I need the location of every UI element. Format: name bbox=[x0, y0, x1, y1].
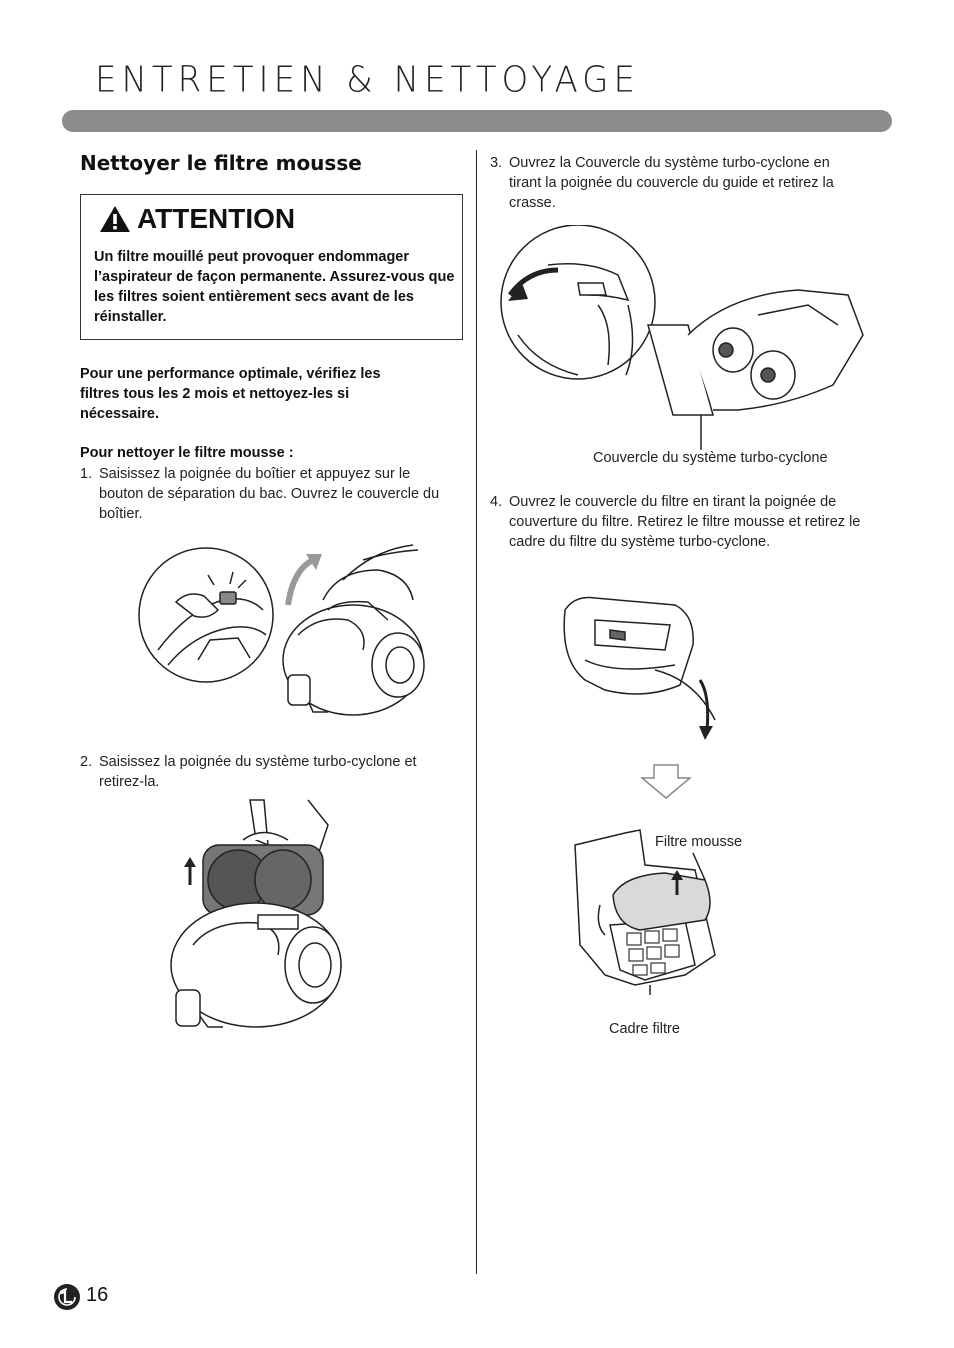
attention-box bbox=[80, 194, 463, 340]
page-number: 16 bbox=[86, 1284, 109, 1306]
step-2 bbox=[80, 752, 465, 792]
warning-triangle-icon bbox=[99, 205, 131, 233]
step-1 bbox=[80, 464, 455, 524]
performance-note: Pour une performance optimale, vérifiez les filtres tous les 2 mois et nettoyez-les si nécessaire. bbox=[80, 366, 381, 422]
step-number: 3. bbox=[490, 155, 503, 171]
step-text: Ouvrez le couvercle du filtre en tirant la poignée de couverture du filtre. Retirez le filtre mousse et retirez le cadre du filtre du système turbo-cyclone. bbox=[509, 494, 861, 550]
step-text: Ouvrez la Couvercle du système turbo-cyclone en tirant la poignée du couvercle du guide et retirez la crasse. bbox=[509, 155, 834, 211]
foam-filter-caption: Filtre mousse bbox=[655, 834, 743, 850]
step-4 bbox=[490, 492, 870, 552]
step-text: Saisissez la poignée du boîtier et appuyez sur le bouton de séparation du bac. Ouvrez le couvercle du boîtier. bbox=[99, 466, 440, 522]
step-3 bbox=[490, 153, 865, 213]
step-text: Saisissez la poignée du système turbo-cyclone et retirez-la. bbox=[99, 754, 417, 790]
filter-frame-caption: Cadre filtre bbox=[609, 1021, 680, 1037]
howto-heading: Pour nettoyer le filtre mousse : bbox=[80, 445, 294, 461]
lg-logo-icon bbox=[53, 1283, 81, 1311]
down-arrow-icon bbox=[640, 764, 692, 800]
column-divider bbox=[476, 150, 477, 1274]
title-bar bbox=[62, 110, 892, 132]
section-heading: Nettoyer le filtre mousse bbox=[80, 151, 362, 175]
attention-label: ATTENTION bbox=[137, 203, 296, 234]
remove-cyclone-illustration bbox=[168, 795, 358, 1035]
page-title: ENTRETIEN & NETTOYAGE bbox=[95, 59, 641, 101]
open-filter-cover-illustration bbox=[555, 590, 725, 745]
step-number: 1. bbox=[80, 466, 93, 482]
attention-title bbox=[99, 203, 295, 235]
attention-text: Un filtre mouillé peut provoquer endommager l’aspirateur de façon permanente. Assurez-vous que les filtres soient entièrement secs avant de les réinstaller. bbox=[94, 249, 455, 325]
open-lid-illustration bbox=[138, 540, 428, 720]
step-number: 4. bbox=[490, 494, 503, 510]
cyclone-cover-caption: Couvercle du système turbo-cyclone bbox=[593, 450, 828, 466]
step-number: 2. bbox=[80, 754, 93, 770]
open-cyclone-cover-illustration bbox=[498, 225, 868, 450]
